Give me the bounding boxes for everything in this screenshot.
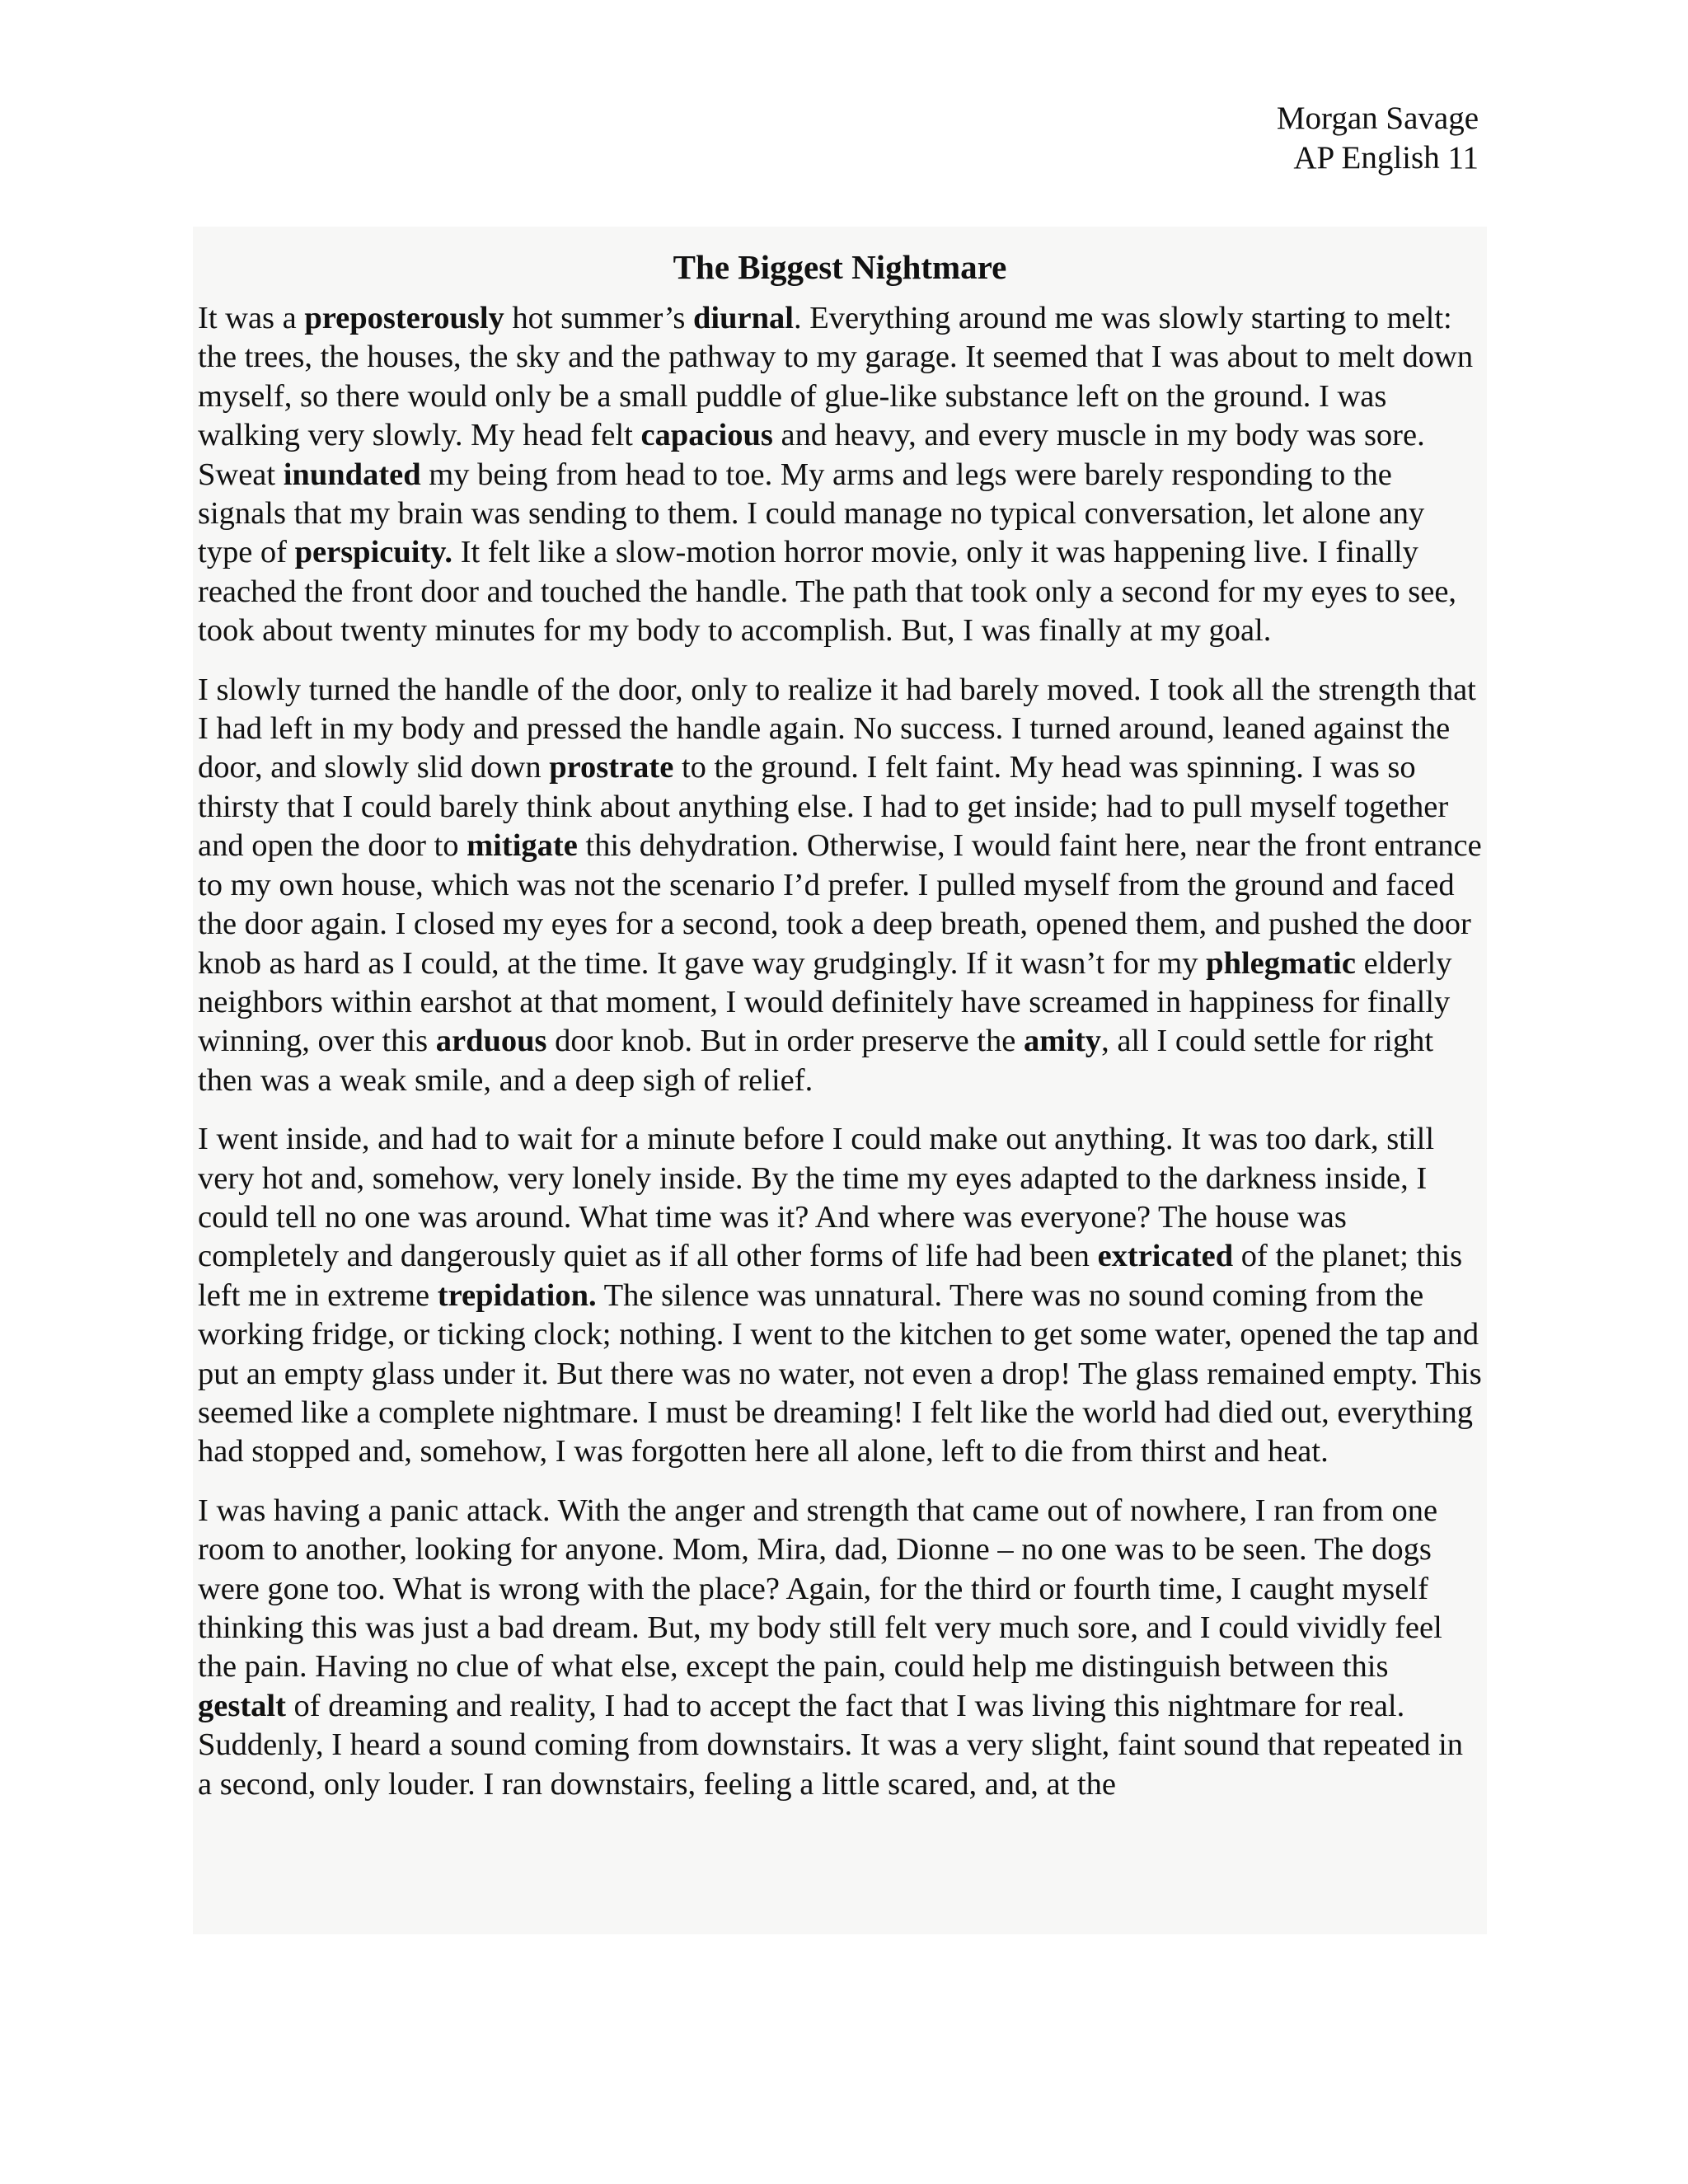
author-name: Morgan Savage — [1276, 101, 1479, 136]
essay-title: The Biggest Nightmare — [673, 248, 1007, 286]
document-header — [1277, 99, 1479, 178]
vocabulary-word: gestalt — [198, 1688, 286, 1723]
paragraph-text: to the ground. I felt faint. My head was spinning. I was so thirsty that I could barely think about anything else. I had to get inside; had to pull myself together and open the door to — [198, 750, 1449, 864]
paragraph-text: this dehydration. Otherwise, I would faint here, near the front entrance to my own house, which was not the scenario I’d prefer. I pulled myself from the ground and faced the door again. I closed my eyes for a second, took a deep breath, opened them, and pushed the door knob as hard as I could, at the time. It gave way grudgingly. If it wasn’t for my — [198, 828, 1482, 981]
vocabulary-word: capacious — [640, 418, 773, 453]
essay-paragraph — [198, 1120, 1482, 1472]
paragraph-text: of the planet; this left me in extreme — [198, 1239, 1463, 1313]
paragraph-text: I slowly turned the handle of the door, only to realize it had barely moved. I took all the strength that I had left in my body and pressed the handle again. No success. I turned around, leaned against the door, and slowly slid down — [198, 672, 1476, 785]
paragraph-text: hot summer’s — [504, 301, 694, 335]
vocabulary-word: diurnal — [693, 301, 794, 335]
vocabulary-word: amity — [1023, 1024, 1102, 1059]
vocabulary-word: phlegmatic — [1206, 945, 1356, 981]
paragraph-text: It felt like a slow-motion horror movie, only it was happening live. I finally reached the front door and touched the handle. The path that took only a second for my eyes to see, took about twenty minutes for my body to accomplish. But, I was finally at my goal. — [198, 535, 1457, 649]
paragraph-text: I was having a panic attack. With the anger and strength that came out of nowhere, I ran from one room to another, looking for anyone. Mom, Mira, dad, Dionne – no one was to be seen. The dogs were gone too. What is wrong with the place? Again, for the third or fourth time, I caught myself thinking this was just a bad dream. But, my body still felt very much sore, and I could vividly feel the pain. Having no clue of what else, except the pain, could help me distinguish between this — [198, 1493, 1442, 1685]
paragraph-text: It was a — [198, 301, 305, 335]
vocabulary-word: extricated — [1097, 1239, 1234, 1274]
essay-paragraphs — [198, 299, 1482, 1804]
paragraph-text: , all I could settle for right then was a weak smile, and a deep sigh of relief. — [198, 1024, 1434, 1098]
paragraph-text: of dreaming and reality, I had to accept the fact that I was living this nightmare for real. Suddenly, I heard a sound coming from downstairs. It was a very slight, faint sound that repeated in a second, only louder. I ran downstairs, feeling a little scared, and, at the — [198, 1688, 1464, 1802]
essay-paragraph — [198, 671, 1482, 1100]
paragraph-text: elderly neighbors within earshot at that moment, I would definitely have screamed in happiness for finally winning, over this — [198, 945, 1452, 1059]
vocabulary-word: inundated — [283, 457, 421, 492]
vocabulary-word: perspicuity. — [294, 535, 453, 570]
essay-paragraph — [198, 1492, 1482, 1804]
vocabulary-word: arduous — [435, 1024, 547, 1059]
paragraph-text: . Everything around me was slowly starting to melt: the trees, the houses, the sky and the pathway to my garage. It seemed that I was about to melt down myself, so there would only be a small puddle of glue-like substance left on the ground. I was walking very slowly. My head felt — [198, 301, 1474, 453]
paragraph-text: and heavy, and every muscle in my body was sore. Sweat — [198, 418, 1425, 492]
vocabulary-word: prostrate — [549, 750, 674, 785]
paragraph-text: door knob. But in order preserve the — [546, 1024, 1024, 1059]
vocabulary-word: trepidation. — [437, 1277, 597, 1313]
vocabulary-word: preposterously — [304, 301, 504, 335]
essay-body — [193, 227, 1487, 1934]
vocabulary-word: mitigate — [467, 828, 578, 864]
essay-paragraph — [198, 299, 1482, 651]
paragraph-text: The silence was unnatural. There was no sound coming from the working fridge, or ticking clock; nothing. I went to the kitchen to get some water, opened the tap and put an empty glass under it. But there was no water, not even a drop! The glass remained empty. This seemed like a complete nightmare. I must be dreaming! I felt like the world had died out, everything had stopped and, somehow, I was forgotten here all alone, left to die from thirst and heat. — [198, 1277, 1482, 1469]
paragraph-text: I went inside, and had to wait for a minute before I could make out anything. It was too dark, still very hot and, somehow, very lonely inside. By the time my eyes adapted to the darkness inside, I could tell no one was around. What time was it? And where was everyone? The house was completely and dangerously quiet as if all other forms of life had been — [198, 1122, 1435, 1274]
course-name: AP English 11 — [1293, 140, 1479, 176]
paragraph-text: my being from head to toe. My arms and legs were barely responding to the signals that my brain was sending to them. I could manage no typical conversation, let alone any type of — [198, 457, 1425, 570]
